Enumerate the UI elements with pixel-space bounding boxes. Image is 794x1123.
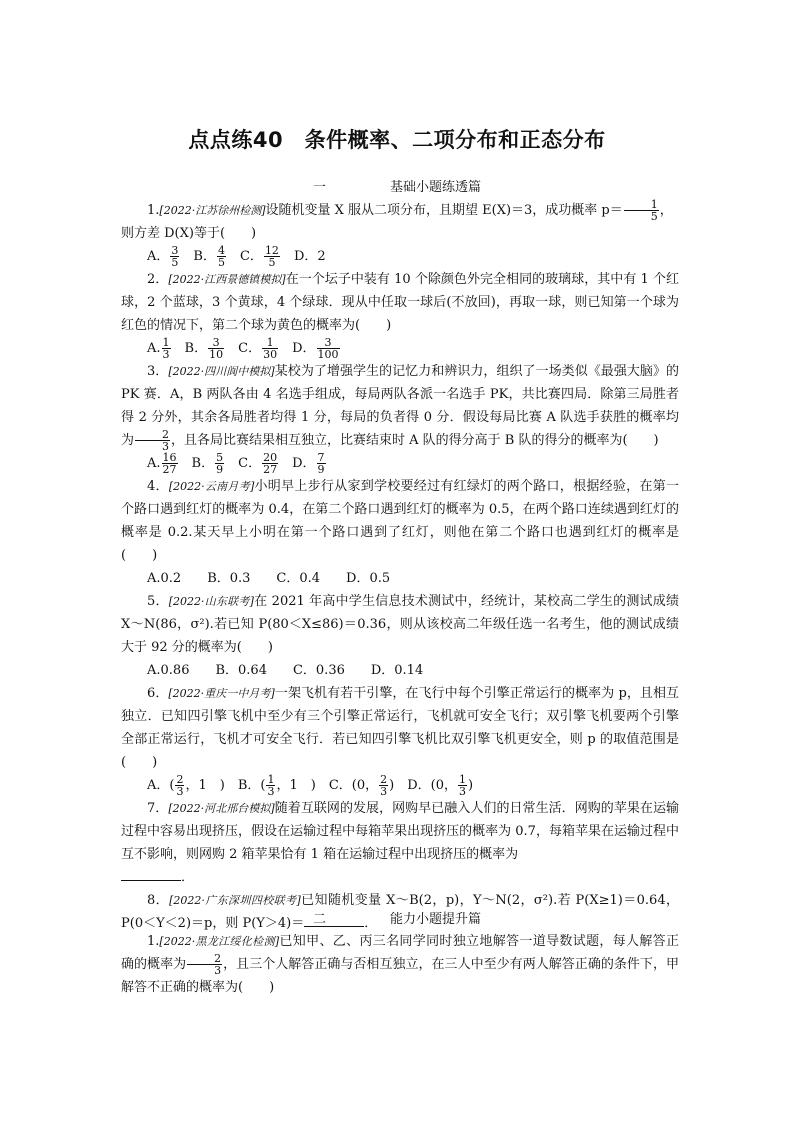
- question-text: 一架飞机有若干引擎，在飞行中每个引擎正常运行的概率为 p，且相互独立．已知四引擎飞机中至少有三个引擎正常运行，飞机就可安全飞行；双引擎飞机要两个引擎全部正常运行，飞机才可安全飞行．若已知四引擎飞机比双引擎飞机更安全，则 p 的取值范围是( ): [121, 686, 679, 770]
- section-number: 二: [312, 912, 326, 927]
- question-text: 已知随机变量 X～B(2，p)，Y～N(2，σ²).若 P(X≥1)＝0.64，P(0＜Y＜2)＝p，则 P(Y＞4)＝: [121, 893, 679, 931]
- question-text: 设随机变量 X 服从二项分布，且期望 E(X)＝3，成功概率 p＝: [265, 203, 623, 218]
- question-source: [2022·四川阆中模拟]: [168, 365, 275, 378]
- question-6: 6．[2022·重庆一中月考]一架飞机有若干引擎，在飞行中每个引擎正常运行的概率为 p，且相互独立．已知四引擎飞机中至少有三个引擎正常运行，飞机就可安全飞行；双引擎飞机要两个引擎全部正常运行，飞机才可安全飞行．若已知四引擎飞机比双引擎飞机更安全，则 p 的取值范围是( ): [121, 686, 679, 770]
- answer-options: A.0.2 B．0.3 C．0.4 D．0.5: [147, 571, 391, 586]
- question-source: [2022·江苏徐州检测]: [159, 204, 266, 217]
- question-7: 7．[2022·河北邢台模拟]随着互联网的发展，网购早已融入人们的日常生活．网购的苹果在运输过程中容易出现挤压，假设在运输过程中每箱苹果出现挤压的概率为 0.7，每箱苹果在运输过程中互不影响，则网购 2 箱苹果恰有 1 箱在运输过程中出现挤压的概率为: [121, 801, 679, 862]
- question-source: [2022·广东深圳四校联考]: [169, 894, 301, 907]
- question-number: 1.: [147, 203, 160, 218]
- question-text: 某校为了增强学生的记忆力和辨识力，组织了一场类似《最强大脑》的 PK 赛．A，B 两队各由 4 名选手组成，每局两队各派一名选手 PK，共比赛四局．除第三局胜者得 2 分外，其余各局胜者均得 1 分，每局的负者得 0 分．假设每局比赛 A 队选手获胜的概率均为: [121, 364, 679, 448]
- question-advanced-1: 1.[2022·黑龙江绥化检测]已知甲、乙、丙三名同学同时独立地解答一道导数试题，每人解答正确的概率为 $\frac{2}{3}$ ，且三个人解答正确与否相互独立，在三人中至少有两人解答正确的条件下，甲解答不正确的概率为( ): [121, 934, 679, 995]
- question-1: 1.[2022·江苏徐州检测]设随机变量 X 服从二项分布，且期望 E(X)＝3，成功概率 p＝ $\frac{1}{5}$ ，: [147, 198, 673, 223]
- question-block-basic: [121, 199, 679, 935]
- question-4: 4．[2022·云南月考]小明早上步行从家到学校要经过有红绿灯的两个路口，根据经验，在第一个路口遇到红灯的概率为 0.4，在第二个路口遇到红灯的概率为 0.5，在两个路口连续遇到红灯的概率是 0.2.某天早上小明在第一个路口遇到了红灯，则他在第二个路口也遇到红灯的概率是( ): [121, 479, 679, 563]
- answer-options: A. $\frac{1}{3}$ B． $\frac{3}{10}$ C． $\frac{1}{30}$ D． $\frac{3}{100}$: [147, 336, 339, 361]
- fraction: $\frac{2}{3}$: [135, 429, 170, 452]
- fraction: $\frac{1}{5}$: [624, 199, 659, 222]
- section-heading-advanced: [0, 908, 794, 927]
- question-text: 随着互联网的发展，网购早已融入人们的日常生活．网购的苹果在运输过程中容易出现挤压，假设在运输过程中每箱苹果出现挤压的概率为 0.7，每箱苹果在运输过程中互不影响，则网购 2 箱苹果恰有 1 箱在运输过程中出现挤压的概率为: [121, 801, 679, 862]
- question-text: 在 2021 年高中学生信息技术测试中，经统计，某校高二学生的测试成绩 X～N(86，σ²).若已知 P(80＜X≤86)＝0.36，则从该校高二年级任选一名考生，他的测试成绩大于 92 分的概率为( ): [121, 594, 679, 655]
- section-name: 基础小题练透篇: [390, 180, 482, 195]
- question-5: 5．[2022·山东联考]在 2021 年高中学生信息技术测试中，经统计，某校高二学生的测试成绩 X～N(86，σ²).若已知 P(80＜X≤86)＝0.36，则从该校高二年级任选一名考生，他的测试成绩大于 92 分的概率为( ): [121, 594, 679, 655]
- section-name: 能力小题提升篇: [390, 912, 482, 927]
- question-source: [2022·黑龙江绥化检测]: [159, 935, 280, 948]
- question-text: 小明早上步行从家到学校要经过有红绿灯的两个路口，根据经验，在第一个路口遇到红灯的概率为 0.4，在第二个路口遇到红灯的概率为 0.5，在两个路口连续遇到红灯的概率是 0.2.某天早上小明在第一个路口遇到了红灯，则他在第二个路口也遇到红灯的概率是( ): [121, 479, 679, 563]
- question-block-advanced: [121, 930, 679, 999]
- question-source: [2022·河北邢台模拟]: [168, 802, 275, 815]
- question-source: [2022·江西景德镇模拟]: [168, 273, 286, 286]
- answer-options: A． $\frac{3}{5}$ B． $\frac{4}{5}$ C． $\frac{12}{5}$ D．2: [147, 244, 326, 269]
- fraction: $\frac{2}{3}$: [187, 953, 222, 976]
- question-source: [2022·重庆一中月考]: [168, 687, 275, 700]
- question-text: 已知甲、乙、丙三名同学同时独立地解答一道导数试题，每人解答正确的概率为: [121, 934, 679, 972]
- question-3: 3．[2022·四川阆中模拟]某校为了增强学生的记忆力和辨识力，组织了一场类似《最强大脑》的 PK 赛．A，B 两队各由 4 名选手组成，每局两队各派一名选手 PK，共比赛四局．除第三局胜者得 2 分外，其余各局胜者均得 1 分，每局的负者得 0 分．假设每局比赛 A 队选手获胜的概率均为 $\frac{2}{3}$ ，且各局比赛结果相互独立，比赛结束时 A 队的得分高于 B 队的得分的概率为( ): [121, 364, 679, 453]
- answer-options: A．( $\frac{2}{3}$ ，1 ) B．( $\frac{1}{3}$ ，1 ) C．(0， $\frac{2}{3}$ ) D．(0， $\frac{1}{3}$ ): [147, 773, 474, 798]
- page-title: 点点练40 条件概率、二项分布和正态分布: [188, 128, 606, 152]
- question-text: 在一个坛子中装有 10 个除颜色外完全相同的玻璃球，其中有 1 个红球，2 个蓝球，3 个黄球，4 个绿球．现从中任取一球后(不放回)，再取一球，则已知第一个球为红色的情况下，第二个球为黄色的概率为( ): [121, 272, 679, 333]
- answer-blank-line: ．: [121, 866, 679, 889]
- question-text-continued: 则方差 D(X)等于( ): [121, 226, 257, 241]
- answer-options: A. $\frac{16}{27}$ B． $\frac{5}{9}$ C． $\frac{20}{27}$ D． $\frac{7}{9}$: [147, 451, 325, 476]
- question-8: 8．[2022·广东深圳四校联考]已知随机变量 X～B(2，p)，Y～N(2，σ²).若 P(X≥1)＝0.64，P(0＜Y＜2)＝p，则 P(Y＞4)＝ ．: [121, 893, 679, 931]
- section-heading-basic: [0, 176, 794, 195]
- question-source: [2022·云南月考]: [168, 480, 255, 493]
- question-2: 2．[2022·江西景德镇模拟]在一个坛子中装有 10 个除颜色外完全相同的玻璃球，其中有 1 个红球，2 个蓝球，3 个黄球，4 个绿球．现从中任取一球后(不放回)，再取一球，则已知第一个球为红色的情况下，第二个球为黄色的概率为( ): [121, 272, 679, 333]
- answer-blank[interactable]: [121, 866, 181, 881]
- question-source: [2022·山东联考]: [168, 595, 254, 608]
- section-number: 一: [312, 180, 326, 195]
- answer-options: A.0.86 B．0.64 C．0.36 D．0.14: [147, 663, 424, 678]
